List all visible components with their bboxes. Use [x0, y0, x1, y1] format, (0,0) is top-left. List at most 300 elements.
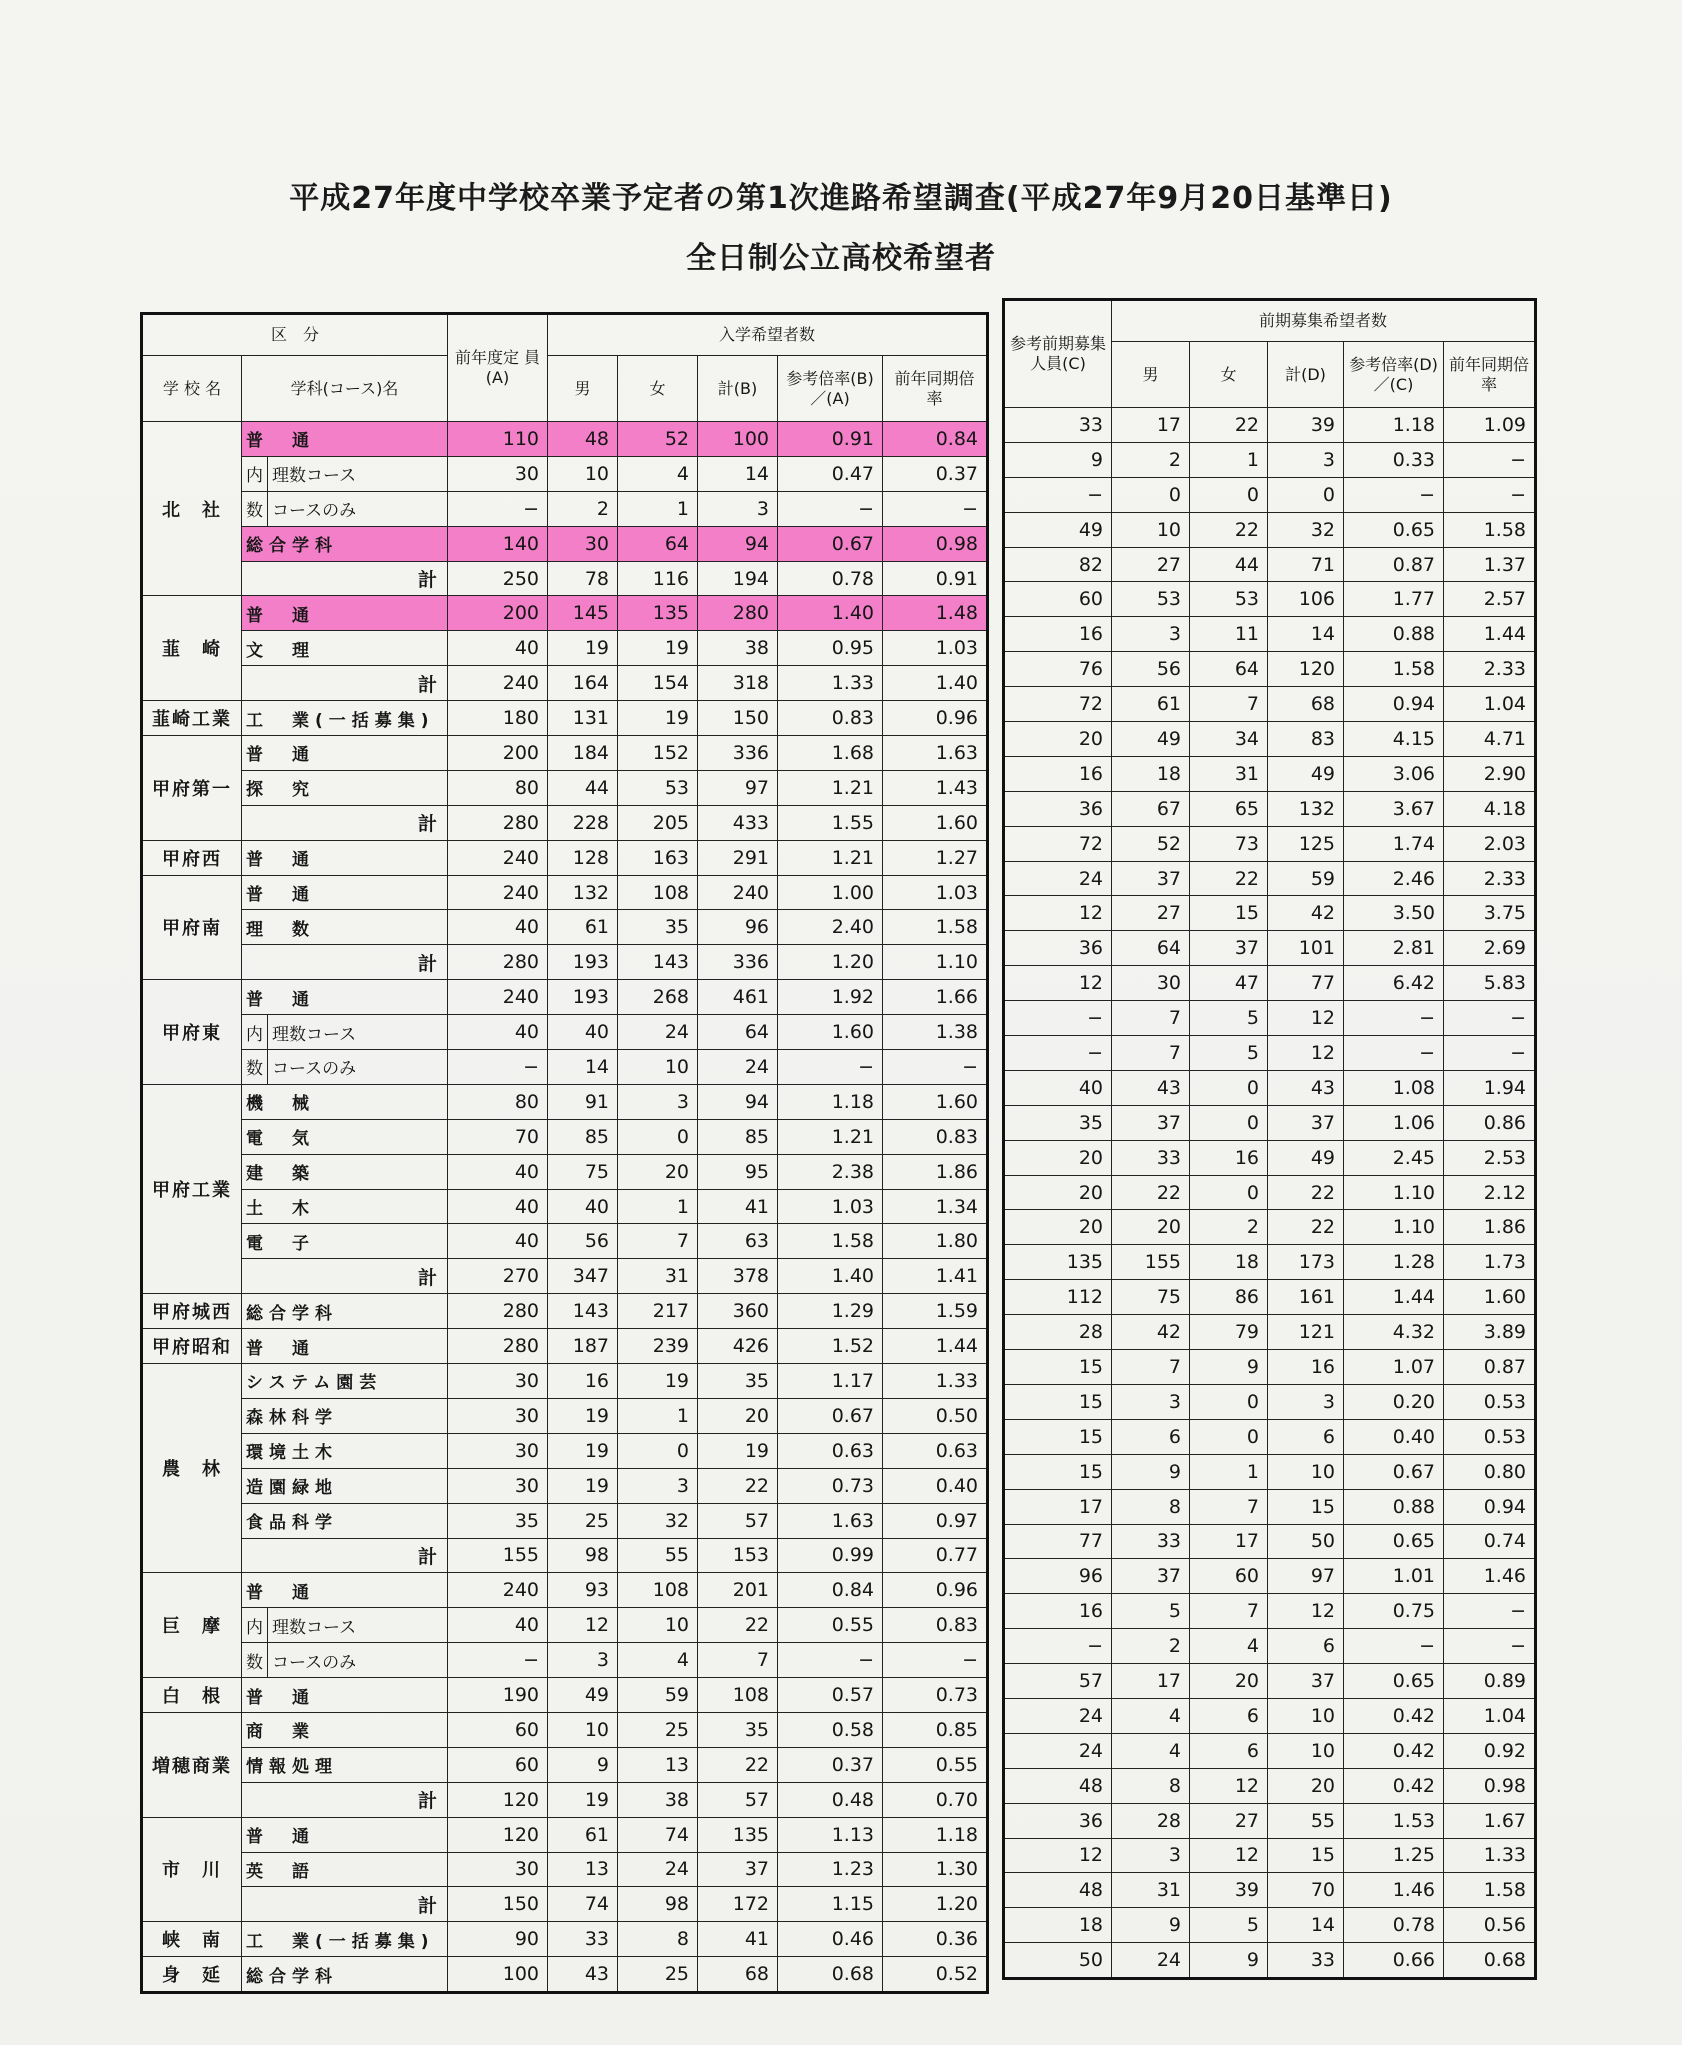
value-c: 15 [1004, 1419, 1112, 1454]
value-r: 1.58 [778, 1224, 883, 1259]
value-r: 2.45 [1344, 1140, 1444, 1175]
value-m: 14 [548, 1050, 618, 1085]
value-f: 20 [618, 1154, 698, 1189]
value-f: 12 [1190, 1768, 1268, 1803]
value-f: 0 [1190, 1105, 1268, 1140]
value-m: 3 [1112, 617, 1190, 652]
value-r: 0.42 [1344, 1768, 1444, 1803]
table-row [142, 1259, 988, 1294]
table-row [1004, 1245, 1536, 1280]
value-cap: 280 [448, 1294, 548, 1329]
value-r: 0.83 [778, 701, 883, 736]
value-m: 187 [548, 1329, 618, 1364]
value-m: 10 [1112, 512, 1190, 547]
value-r: 0.65 [1344, 1664, 1444, 1699]
value-pr: 2.33 [1444, 652, 1536, 687]
table-row [1004, 722, 1536, 757]
value-r: − [1344, 1629, 1444, 1664]
value-t: 57 [698, 1782, 778, 1817]
value-pr: 0.68 [1444, 1943, 1536, 1979]
value-m: 2 [548, 491, 618, 526]
value-t: 35 [698, 1712, 778, 1747]
value-f: 59 [618, 1678, 698, 1713]
value-f: 64 [1190, 652, 1268, 687]
value-f: 25 [618, 1957, 698, 1993]
table-row [1004, 1629, 1536, 1664]
value-f: 74 [618, 1817, 698, 1852]
value-t: 280 [698, 596, 778, 631]
table-row [142, 1364, 988, 1399]
table-row [142, 1712, 988, 1747]
value-t: 172 [698, 1887, 778, 1922]
dept-name: コースのみ [268, 1050, 448, 1085]
value-pr: 1.33 [1444, 1838, 1536, 1873]
school-name: 甲府東 [142, 980, 242, 1085]
table-row [1004, 966, 1536, 1001]
naisu-label: 内 [242, 1015, 268, 1050]
value-c: 36 [1004, 1803, 1112, 1838]
value-c: 20 [1004, 1210, 1112, 1245]
dept-name: 普 通 [242, 875, 448, 910]
dept-name: 普 通 [242, 1817, 448, 1852]
value-m: 19 [548, 1468, 618, 1503]
value-f: 22 [1190, 512, 1268, 547]
value-pr: 1.04 [1444, 1698, 1536, 1733]
value-f: 5 [1190, 1036, 1268, 1071]
side-header-male: 男 [1112, 342, 1190, 408]
value-r: 0.73 [778, 1468, 883, 1503]
value-r: 2.40 [778, 910, 883, 945]
table-row [142, 770, 988, 805]
value-pr: 1.44 [1444, 617, 1536, 652]
value-f: 31 [618, 1259, 698, 1294]
value-m: 2 [1112, 442, 1190, 477]
value-pr: 3.75 [1444, 896, 1536, 931]
value-f: 16 [1190, 1140, 1268, 1175]
value-t: 85 [698, 1119, 778, 1154]
dept-name: 計 [242, 1782, 448, 1817]
table-row [1004, 1350, 1536, 1385]
school-name: 農 林 [142, 1364, 242, 1573]
value-t: 3 [698, 491, 778, 526]
document-subtitle: 全日制公立高校希望者 [686, 241, 996, 276]
table-row [1004, 1768, 1536, 1803]
school-name: 市 川 [142, 1817, 242, 1922]
value-m: 27 [1112, 896, 1190, 931]
value-f: 44 [1190, 547, 1268, 582]
value-c: 28 [1004, 1315, 1112, 1350]
value-t: 101 [1268, 931, 1344, 966]
value-m: 98 [548, 1538, 618, 1573]
value-f: 217 [618, 1294, 698, 1329]
value-cap: 30 [448, 456, 548, 491]
value-r: 0.66 [1344, 1943, 1444, 1979]
school-name: 増穂商業 [142, 1712, 242, 1817]
value-r: − [778, 1643, 883, 1678]
value-c: 36 [1004, 931, 1112, 966]
value-m: 30 [548, 526, 618, 561]
dept-name: 建 築 [242, 1154, 448, 1189]
value-c: 12 [1004, 966, 1112, 1001]
value-cap: 200 [448, 736, 548, 771]
value-t: 433 [698, 805, 778, 840]
value-c: − [1004, 1629, 1112, 1664]
table-row [142, 526, 988, 561]
dept-name: 普 通 [242, 980, 448, 1015]
dept-name: 理数コース [268, 1015, 448, 1050]
value-pr: 0.98 [883, 526, 988, 561]
naisu-label: 数 [242, 1050, 268, 1085]
value-pr: 1.60 [883, 1084, 988, 1119]
value-r: 0.84 [778, 1573, 883, 1608]
table-row [1004, 512, 1536, 547]
value-t: 100 [698, 422, 778, 457]
value-c: 9 [1004, 442, 1112, 477]
header-prev-capacity: 前年度定 員(A) [448, 314, 548, 422]
value-t: 3 [1268, 1384, 1344, 1419]
value-f: 8 [618, 1922, 698, 1957]
value-t: 22 [1268, 1210, 1344, 1245]
value-r: 0.57 [778, 1678, 883, 1713]
value-f: 3 [618, 1468, 698, 1503]
table-row [142, 1189, 988, 1224]
value-c: − [1004, 1001, 1112, 1036]
value-pr: 0.98 [1444, 1768, 1536, 1803]
value-f: 32 [618, 1503, 698, 1538]
table-row [1004, 477, 1536, 512]
dept-name: 普 通 [242, 1329, 448, 1364]
value-r: 0.78 [1344, 1908, 1444, 1943]
school-name: 白 根 [142, 1678, 242, 1713]
value-m: 28 [1112, 1803, 1190, 1838]
value-c: 40 [1004, 1070, 1112, 1105]
value-pr: 1.94 [1444, 1070, 1536, 1105]
value-pr: 0.83 [883, 1119, 988, 1154]
value-pr: 0.94 [1444, 1489, 1536, 1524]
value-cap: 180 [448, 701, 548, 736]
value-t: 336 [698, 945, 778, 980]
value-t: 14 [1268, 1908, 1344, 1943]
table-row [142, 1852, 988, 1887]
value-f: 22 [1190, 408, 1268, 443]
value-t: 12 [1268, 1036, 1344, 1071]
table-row [142, 875, 988, 910]
value-pr: 0.80 [1444, 1454, 1536, 1489]
value-m: 4 [1112, 1733, 1190, 1768]
value-pr: 0.53 [1444, 1384, 1536, 1419]
value-cap: 240 [448, 980, 548, 1015]
value-t: 38 [698, 631, 778, 666]
value-r: 1.13 [778, 1817, 883, 1852]
value-r: 1.23 [778, 1852, 883, 1887]
value-f: 0 [1190, 1175, 1268, 1210]
table-row [142, 1538, 988, 1573]
value-f: 98 [618, 1887, 698, 1922]
value-pr: 1.43 [883, 770, 988, 805]
value-t: 49 [1268, 1140, 1344, 1175]
value-pr: 0.73 [883, 1678, 988, 1713]
value-pr: 2.53 [1444, 1140, 1536, 1175]
value-pr: 0.85 [883, 1712, 988, 1747]
value-f: 163 [618, 840, 698, 875]
value-m: 184 [548, 736, 618, 771]
value-r: 0.94 [1344, 687, 1444, 722]
table-row [142, 1503, 988, 1538]
value-r: 1.29 [778, 1294, 883, 1329]
value-c: 76 [1004, 652, 1112, 687]
value-m: 155 [1112, 1245, 1190, 1280]
value-c: 77 [1004, 1524, 1112, 1559]
value-m: 10 [548, 1712, 618, 1747]
value-f: 37 [1190, 931, 1268, 966]
value-f: 135 [618, 596, 698, 631]
value-t: 120 [1268, 652, 1344, 687]
header-prev-ratio: 前年同期倍 率 [883, 356, 988, 422]
value-r: 1.55 [778, 805, 883, 840]
value-m: 193 [548, 945, 618, 980]
header-total: 計(B) [698, 356, 778, 422]
dept-name: 森林科学 [242, 1398, 448, 1433]
header-dept: 学科(コース)名 [242, 356, 448, 422]
value-pr: 2.03 [1444, 826, 1536, 861]
value-c: 49 [1004, 512, 1112, 547]
value-f: 1 [1190, 1454, 1268, 1489]
value-r: 1.01 [1344, 1559, 1444, 1594]
value-pr: 1.30 [883, 1852, 988, 1887]
value-t: 42 [1268, 896, 1344, 931]
side-header-total: 計(D) [1268, 342, 1344, 408]
value-f: 4 [618, 1643, 698, 1678]
table-row [1004, 1943, 1536, 1979]
value-f: 3 [618, 1084, 698, 1119]
value-m: 43 [548, 1957, 618, 1993]
value-m: 33 [548, 1922, 618, 1957]
value-r: 1.15 [778, 1887, 883, 1922]
value-cap: 150 [448, 1887, 548, 1922]
value-cap: 250 [448, 561, 548, 596]
value-t: 59 [1268, 861, 1344, 896]
value-pr: − [883, 491, 988, 526]
value-f: 0 [1190, 477, 1268, 512]
naisu-label: 内 [242, 1608, 268, 1643]
table-row [142, 1957, 988, 1993]
value-f: 205 [618, 805, 698, 840]
dept-name: 計 [242, 1259, 448, 1294]
value-f: 9 [1190, 1350, 1268, 1385]
table-row [1004, 826, 1536, 861]
value-m: 8 [1112, 1768, 1190, 1803]
value-t: 22 [698, 1747, 778, 1782]
value-m: 3 [548, 1643, 618, 1678]
value-r: 4.15 [1344, 722, 1444, 757]
value-r: 1.21 [778, 840, 883, 875]
value-cap: 200 [448, 596, 548, 631]
value-m: 145 [548, 596, 618, 631]
value-cap: − [448, 491, 548, 526]
value-pr: 0.52 [883, 1957, 988, 1993]
value-pr: 0.91 [883, 561, 988, 596]
table-row [1004, 931, 1536, 966]
value-pr: 5.83 [1444, 966, 1536, 1001]
value-m: 61 [1112, 687, 1190, 722]
school-name: 甲府工業 [142, 1084, 242, 1293]
value-f: 31 [1190, 756, 1268, 791]
dept-name: 普 通 [242, 1678, 448, 1713]
dept-name: 普 通 [242, 736, 448, 771]
value-c: 72 [1004, 687, 1112, 722]
table-row [142, 805, 988, 840]
table-row [142, 1678, 988, 1713]
value-pr: 1.20 [883, 1887, 988, 1922]
value-c: 24 [1004, 1733, 1112, 1768]
value-f: 64 [618, 526, 698, 561]
value-c: 35 [1004, 1105, 1112, 1140]
value-pr: 0.83 [883, 1608, 988, 1643]
value-m: 17 [1112, 1664, 1190, 1699]
value-r: 0.65 [1344, 512, 1444, 547]
value-c: 48 [1004, 1768, 1112, 1803]
value-m: 4 [1112, 1698, 1190, 1733]
value-cap: 30 [448, 1433, 548, 1468]
value-r: − [1344, 1001, 1444, 1036]
value-f: 53 [618, 770, 698, 805]
value-f: 35 [618, 910, 698, 945]
table-row [1004, 756, 1536, 791]
value-t: 426 [698, 1329, 778, 1364]
value-cap: 280 [448, 1329, 548, 1364]
value-t: 318 [698, 666, 778, 701]
value-r: 0.48 [778, 1782, 883, 1817]
value-m: 5 [1112, 1594, 1190, 1629]
value-m: 18 [1112, 756, 1190, 791]
table-row [142, 1643, 988, 1678]
value-pr: 0.55 [883, 1747, 988, 1782]
value-cap: 80 [448, 1084, 548, 1119]
value-m: 56 [548, 1224, 618, 1259]
value-t: 125 [1268, 826, 1344, 861]
value-r: 1.74 [1344, 826, 1444, 861]
value-cap: 240 [448, 666, 548, 701]
value-c: − [1004, 1036, 1112, 1071]
value-t: 96 [698, 910, 778, 945]
value-pr: 1.34 [883, 1189, 988, 1224]
value-f: 19 [618, 1364, 698, 1399]
value-f: 7 [1190, 1489, 1268, 1524]
value-c: 82 [1004, 547, 1112, 582]
value-c: 60 [1004, 582, 1112, 617]
value-f: 13 [618, 1747, 698, 1782]
value-c: 20 [1004, 722, 1112, 757]
value-f: 7 [1190, 1594, 1268, 1629]
school-name: 甲府西 [142, 840, 242, 875]
value-pr: 0.70 [883, 1782, 988, 1817]
value-m: 33 [1112, 1524, 1190, 1559]
value-pr: 1.60 [883, 805, 988, 840]
table-row [142, 1224, 988, 1259]
table-row [1004, 1489, 1536, 1524]
table-row [1004, 1594, 1536, 1629]
value-f: 39 [1190, 1873, 1268, 1908]
value-cap: 110 [448, 422, 548, 457]
school-name: 韮崎工業 [142, 701, 242, 736]
value-m: 49 [1112, 722, 1190, 757]
table-row [1004, 652, 1536, 687]
value-t: 461 [698, 980, 778, 1015]
value-t: 10 [1268, 1454, 1344, 1489]
value-r: 1.33 [778, 666, 883, 701]
value-pr: 1.67 [1444, 1803, 1536, 1838]
value-r: 1.68 [778, 736, 883, 771]
value-pr: 4.18 [1444, 791, 1536, 826]
value-cap: 280 [448, 945, 548, 980]
value-c: 57 [1004, 1664, 1112, 1699]
value-cap: 30 [448, 1364, 548, 1399]
value-m: 7 [1112, 1350, 1190, 1385]
dept-name: 工 業(一括募集) [242, 701, 448, 736]
table-row [1004, 1105, 1536, 1140]
value-r: 0.65 [1344, 1524, 1444, 1559]
value-cap: 40 [448, 1189, 548, 1224]
value-r: 0.91 [778, 422, 883, 457]
value-pr: 1.04 [1444, 687, 1536, 722]
value-r: 0.33 [1344, 442, 1444, 477]
value-pr: 0.50 [883, 1398, 988, 1433]
table-row [1004, 1698, 1536, 1733]
value-m: 40 [548, 1015, 618, 1050]
value-t: 37 [1268, 1105, 1344, 1140]
table-row [1004, 1559, 1536, 1594]
value-t: 15 [1268, 1838, 1344, 1873]
value-m: 19 [548, 631, 618, 666]
value-m: 91 [548, 1084, 618, 1119]
value-m: 7 [1112, 1001, 1190, 1036]
dept-name: 文 理 [242, 631, 448, 666]
value-t: 19 [698, 1433, 778, 1468]
value-t: 63 [698, 1224, 778, 1259]
dept-name: 総合学科 [242, 1294, 448, 1329]
table-row [1004, 896, 1536, 931]
value-m: 19 [548, 1398, 618, 1433]
side-header-group: 前期募集希望者数 [1112, 300, 1536, 342]
table-row [142, 1154, 988, 1189]
value-f: 18 [1190, 1245, 1268, 1280]
value-pr: 1.03 [883, 875, 988, 910]
value-pr: 1.41 [883, 1259, 988, 1294]
value-f: 4 [618, 456, 698, 491]
header-male: 男 [548, 356, 618, 422]
value-r: 1.21 [778, 770, 883, 805]
value-t: 378 [698, 1259, 778, 1294]
value-f: 0 [1190, 1070, 1268, 1105]
value-m: 0 [1112, 477, 1190, 512]
value-pr: 0.96 [883, 1573, 988, 1608]
value-pr: 3.89 [1444, 1315, 1536, 1350]
value-m: 40 [548, 1189, 618, 1224]
value-f: 19 [618, 631, 698, 666]
value-f: 0 [1190, 1384, 1268, 1419]
dept-name: 計 [242, 1538, 448, 1573]
value-cap: 70 [448, 1119, 548, 1154]
value-c: 36 [1004, 791, 1112, 826]
value-f: 34 [1190, 722, 1268, 757]
value-t: 20 [1268, 1768, 1344, 1803]
side-header-prev-ratio: 前年同期倍 率 [1444, 342, 1536, 408]
value-t: 10 [1268, 1733, 1344, 1768]
value-f: 65 [1190, 791, 1268, 826]
value-m: 75 [1112, 1280, 1190, 1315]
value-cap: 240 [448, 1573, 548, 1608]
value-t: 10 [1268, 1698, 1344, 1733]
